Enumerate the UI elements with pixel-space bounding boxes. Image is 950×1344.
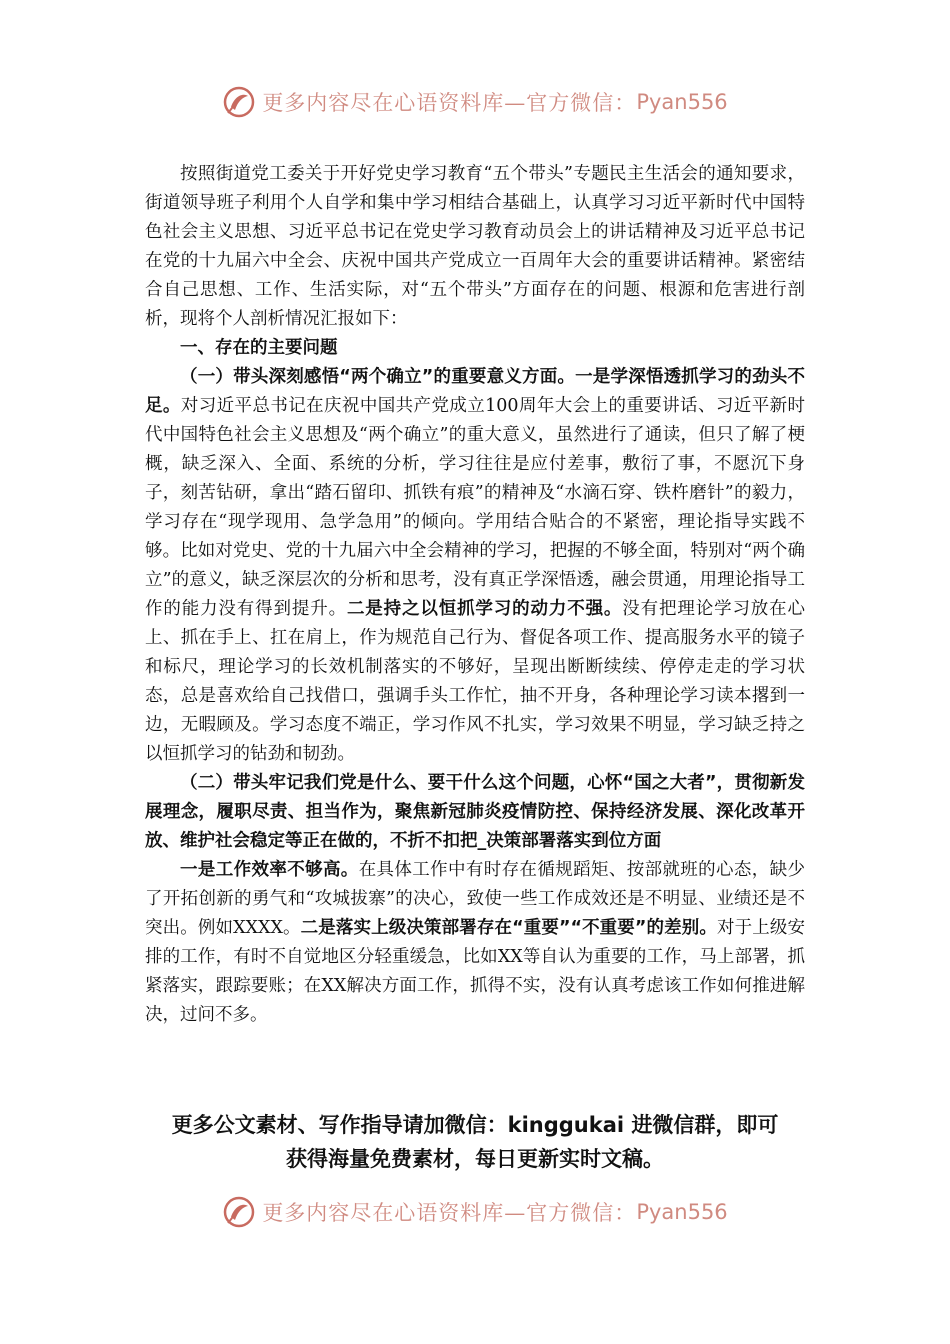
banner-wechat-id: Pyan556 [636, 90, 728, 114]
brand-logo-icon [222, 85, 256, 119]
subsection-1-body-1: 对习近平总书记在庆祝中国共产党成立100周年大会上的重要讲话、习近平新时代中国特色社会主义思想及“两个确立”的重大意义，虽然进行了通读，但只了解了梗概，缺乏深入、全面、系统的分析，学习往往是应付差事，敷衍了事，不愿沉下身子，刻苦钻研，拿出“踏石留印、抓铁有痕”的精神及“水滴石穿、铁杵磨针”的毅力，学习存在“现学现用、急学急用”的倾向。学用结合贴合的不紧密，理论指导实践不够。比如对党史、党的十九届六中全会精神的学习，把握的不够全面，特别对“两个确立”的意义，缺乏深层次的分析和思考，没有真正学深悟透，融会贯通，用理论指导工作的能力没有得到提升。 [145, 396, 806, 619]
intro-paragraph: 按照街道党工委关于开好党史学习教育“五个带头”专题民主生活会的通知要求，街道领导班子利用个人自学和集中学习相结合基础上，认真学习习近平新时代中国特色社会主义思想、习近平总书记在党史学习教育动员会上的讲话精神及习近平总书记在党的十九届六中全会、庆祝中国共产党成立一百周年大会的重要讲话精神。紧密结合自己思想、工作、生活实际，对“五个带头”方面存在的问题、根源和危害进行剖析，现将个人剖析情况汇报如下： [145, 164, 805, 329]
subsection-1-point-2: 二是持之以恒抓学习的动力不强。 [346, 599, 623, 619]
footer-banner [0, 1192, 950, 1232]
subsection-2-body-1: 在具体工作中有时存在循规蹈矩、按部就班的心态，缺少了开拓创新的勇气和“攻城拔寨”的决心，致使一些工作成效还是不明显、业绩还是不突出。例如XXXX。 [145, 860, 806, 938]
subsection-2-point-1: 一是工作效率不够高。 [180, 860, 359, 880]
subsection-2-paragraph [145, 856, 805, 1030]
promo-line-2: 获得海量免费素材，每日更新实时文稿。 [286, 1147, 664, 1171]
subsection-2-point-2: 二是落实上级决策部署存在“重要”“不重要”的差别。 [300, 918, 718, 938]
section-1-title: 一、存在的主要问题 [180, 338, 338, 358]
brand-logo-icon [222, 1195, 256, 1229]
banner-text: 更多内容尽在心语资料库—官方微信： [262, 91, 637, 115]
header-banner [0, 82, 950, 122]
subsection-2-body-2: 对于上级安排的工作，有时不自觉地区分轻重缓急，比如XX等自认为重要的工作，马上部署，抓紧落实，跟踪要账；在XX解决方面工作，抓得不实，没有认真考虑该工作如何推进解决，过问不多。 [145, 918, 805, 1025]
subsection-2-heading: （二）带头牢记我们党是什么、要干什么这个问题，心怀“国之大者”，贯彻新发展理念，履职尽责、担当作为，聚焦新冠肺炎疫情防控、保持经济发展、深化改革开放、维护社会稳定等正在做的，不折不扣把_决策部署落实到位方面 [145, 773, 805, 851]
document-body [145, 160, 805, 1030]
subsection-1-paragraph [145, 363, 805, 769]
subsection-1-heading: （一）带头深刻感悟“两个确立”的重要意义方面。一是学深悟透抓学习的劲头不足。 [145, 367, 805, 416]
banner-wechat-id: Pyan556 [636, 1200, 728, 1224]
banner-text: 更多内容尽在心语资料库—官方微信： [262, 1201, 637, 1225]
promo-line-1: 更多公文素材、写作指导请加微信：kinggukai 进微信群，即可 [171, 1113, 779, 1137]
subsection-1-body-2: 没有把理论学习放在心上、抓在手上、扛在肩上，作为规范自己行为、督促各项工作、提高服务水平的镜子和标尺，理论学习的长效机制落实的不够好，呈现出断断续续、停停走走的学习状态，总是喜欢给自己找借口，强调手头工作忙，抽不开身，各种理论学习读本撂到一边，无暇顾及。学习态度不端正，学习作风不扎实，学习效果不明显，学习缺乏持之以恒抓学习的钻劲和韧劲。 [145, 599, 806, 764]
promo-block [120, 1108, 830, 1176]
